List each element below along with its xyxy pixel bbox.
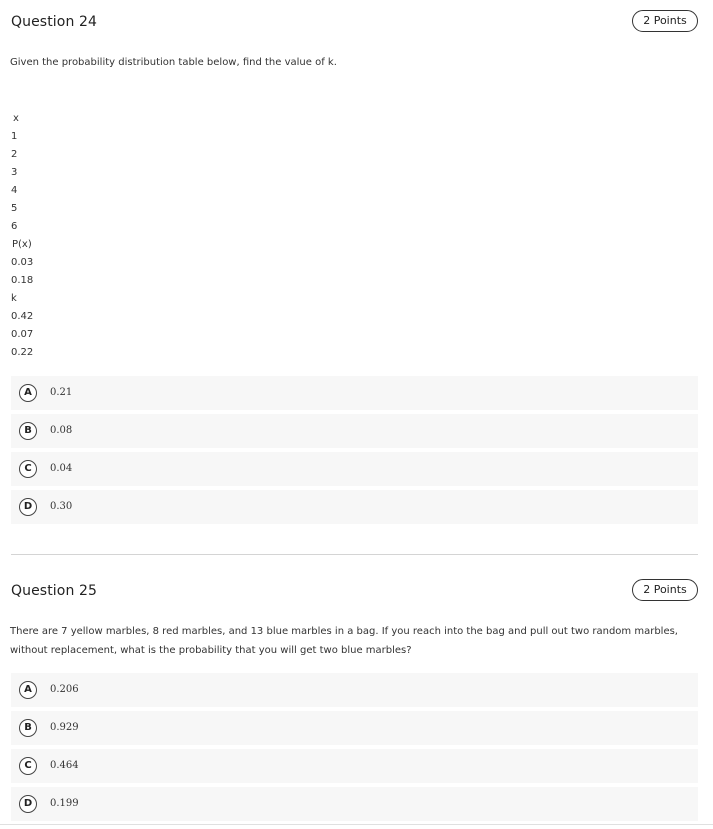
table-p-value: 0.07: [11, 329, 34, 340]
option-text: 0.04: [50, 463, 73, 474]
question-24-title: Question 24: [11, 14, 97, 30]
option-letter-badge: B: [19, 422, 37, 440]
option-letter-badge: A: [19, 681, 37, 699]
option-letter-badge: C: [19, 460, 37, 478]
table-p-value: k: [11, 293, 17, 304]
option-text: 0.21: [50, 387, 73, 398]
table-x-value: 5: [11, 203, 18, 214]
option-text: 0.929: [50, 722, 79, 733]
question-24-options: [11, 376, 698, 528]
question-divider: [11, 554, 698, 555]
q25-option-b[interactable]: [11, 711, 698, 745]
table-p-value: 0.18: [11, 275, 34, 286]
option-text: 0.199: [50, 798, 79, 809]
table-p-value: 0.03: [11, 257, 34, 268]
q24-option-d[interactable]: [11, 490, 698, 524]
table-x-value: 4: [11, 185, 18, 196]
option-text: 0.464: [50, 760, 79, 771]
q24-option-b[interactable]: [11, 414, 698, 448]
table-x-header: x: [13, 113, 19, 124]
q24-option-c[interactable]: [11, 452, 698, 486]
question-24-points-badge: 2 Points: [632, 10, 698, 32]
option-text: 0.206: [50, 684, 79, 695]
option-text: 0.30: [50, 501, 73, 512]
table-x-value: 2: [11, 149, 18, 160]
q25-option-c[interactable]: [11, 749, 698, 783]
option-letter-badge: B: [19, 719, 37, 737]
question-25-points-badge: 2 Points: [632, 579, 698, 601]
option-letter-badge: D: [19, 795, 37, 813]
question-24-text: Given the probability distribution table below, find the value of k.: [10, 57, 337, 68]
table-p-header: P(x): [12, 239, 32, 250]
table-x-value: 3: [11, 167, 18, 178]
option-text: 0.08: [50, 425, 73, 436]
question-25-text: There are 7 yellow marbles, 8 red marbles, and 13 blue marbles in a bag. If you reach into the bag and pull out two random marbles, without replacement, what is the probability that you will get two blue marbles?: [10, 626, 678, 656]
distribution-table: [11, 110, 33, 362]
option-letter-badge: A: [19, 384, 37, 402]
option-letter-badge: C: [19, 757, 37, 775]
table-x-value: 6: [11, 221, 18, 232]
question-25-title: Question 25: [11, 583, 97, 599]
table-p-value: 0.22: [11, 347, 34, 358]
table-p-value: 0.42: [11, 311, 34, 322]
question-25-options: [11, 673, 698, 825]
q25-option-a[interactable]: [11, 673, 698, 707]
page-bottom-border: [0, 824, 713, 825]
q25-option-d[interactable]: [11, 787, 698, 821]
table-x-value: 1: [11, 131, 18, 142]
q24-option-a[interactable]: [11, 376, 698, 410]
option-letter-badge: D: [19, 498, 37, 516]
